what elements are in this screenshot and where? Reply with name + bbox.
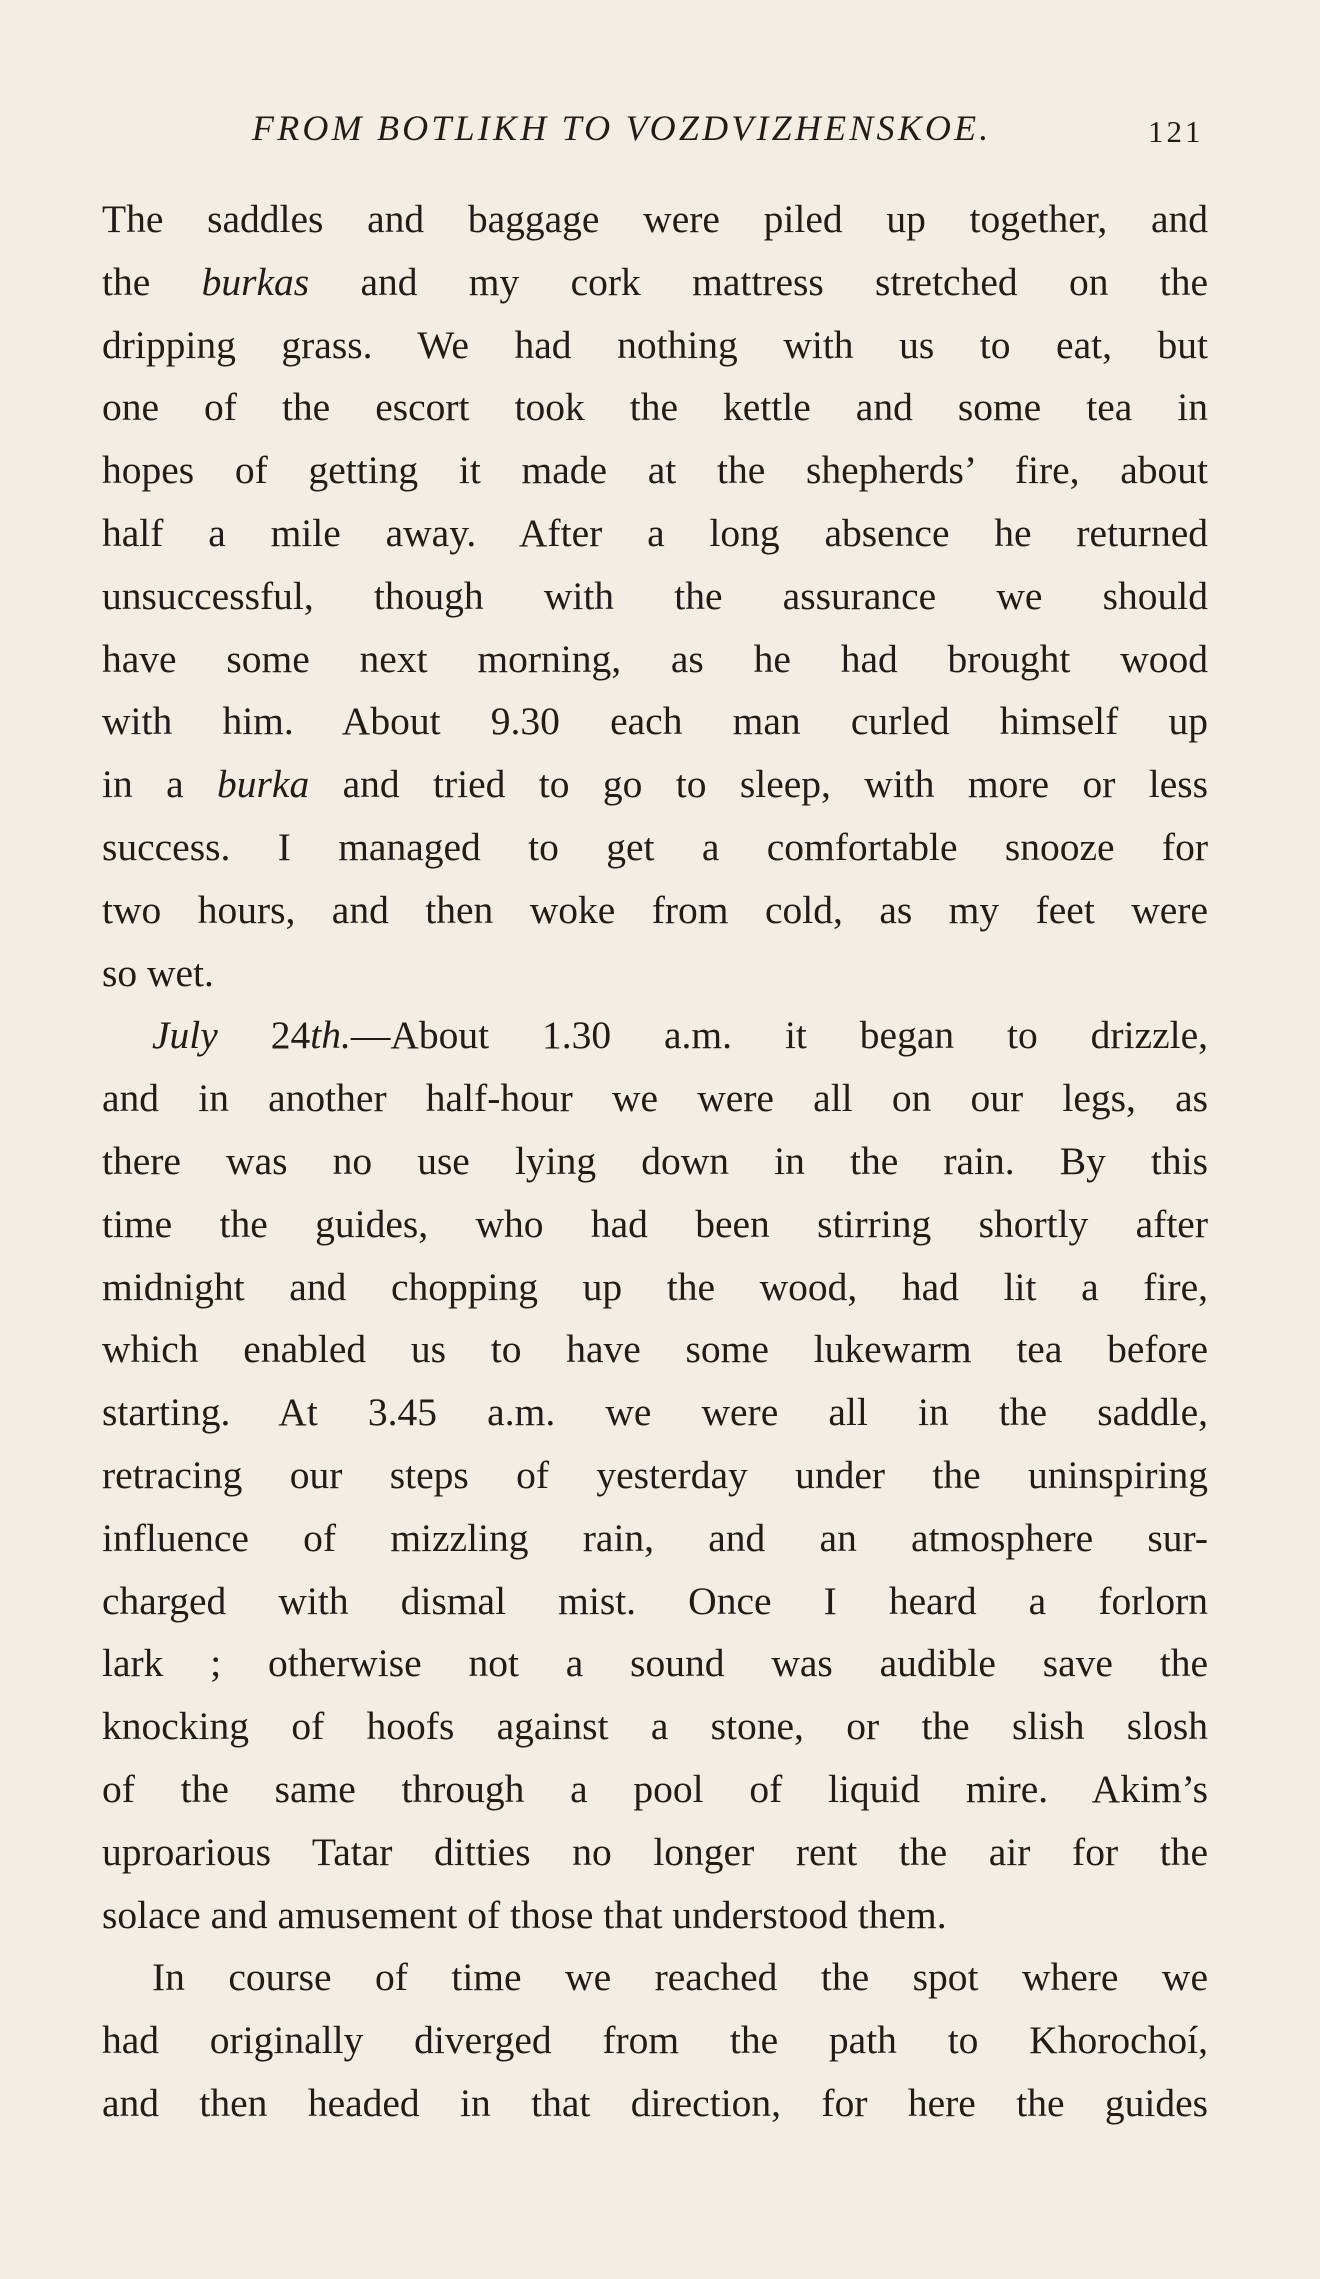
text-line: had originally diverged from the path to Khorochoí, [102,2018,1208,2063]
date-day: 24 [270,1013,311,1058]
text-line: success. I managed to get a comfortable snooze for [102,824,1208,869]
paragraph-2 [102,1004,1208,1946]
text-line [102,251,1208,314]
text-line: and in another half-hour we were all on our legs, as [102,1076,1208,1121]
text-line: one of the escort took the kettle and some tea in [102,385,1208,430]
text-line: half a mile away. After a long absence he returned [102,510,1208,555]
text-line: retracing our steps of yesterday under the uninspiring [102,1452,1208,1497]
running-title: FROM BOTLIKH TO VOZDVIZHENSKOE. [252,108,992,148]
text-line: there was no use lying down in the rain. By this [102,1138,1208,1183]
text-line: have some next morning, as he had brought wood [102,636,1208,681]
text-line: of the same through a pool of liquid mire. Akim’s [102,1766,1208,1811]
text-segment: —About 1.30 a.m. it began to drizzle, [350,1013,1208,1058]
text-line [102,1946,1208,2009]
date-month: July [152,1013,218,1058]
page-number: 121 [1148,114,1204,149]
paragraph-1 [102,188,1208,1004]
text-line [102,753,1208,816]
body-text [102,188,1208,2135]
text-line: influence of mizzling rain, and an atmosphere sur- [102,1515,1208,1560]
text-line: solace and amusement of those that understood them. [102,1892,947,1937]
text-line: lark ; otherwise not a sound was audible save the [102,1641,1208,1686]
text-line: hopes of getting it made at the shepherds’ fire, about [102,448,1208,493]
text-line: which enabled us to have some lukewarm tea before [102,1327,1208,1372]
text-line: and then headed in that direction, for here the guides [102,2080,1208,2125]
text-line: uproarious Tatar ditties no longer rent the air for the [102,1829,1208,1874]
text-line: unsuccessful, though with the assurance we should [102,573,1208,618]
text-line: dripping grass. We had nothing with us to eat, but [102,322,1208,367]
text-line: time the guides, who had been stirring shortly after [102,1201,1208,1246]
text-line: with him. About 9.30 each man curled himself up [102,699,1208,744]
paragraph-3 [102,1946,1208,2134]
text-segment: and tried to go to sleep, with more or less [342,762,1208,807]
text-line: so wet. [102,950,214,995]
text-line: charged with dismal mist. Once I heard a forlorn [102,1578,1208,1623]
text-line: The saddles and baggage were piled up together, and [102,197,1208,241]
text-segment: In course of time we reached the spot where we [152,1955,1208,2000]
text-segment: in a [102,762,184,807]
running-head [0,103,1320,153]
text-segment: the [102,259,151,304]
date-suffix: th. [310,1013,351,1058]
text-segment: and my cork mattress stretched on the [360,259,1208,304]
text-line: knocking of hoofs against a stone, or the slish slosh [102,1704,1208,1749]
italic-term: burka [217,762,310,807]
text-line: starting. At 3.45 a.m. we were all in the saddle, [102,1390,1208,1435]
italic-term: burkas [201,259,310,304]
text-line: two hours, and then woke from cold, as my feet were [102,887,1208,932]
text-line: midnight and chopping up the wood, had lit a fire, [102,1264,1208,1309]
text-line [102,1004,1208,1067]
